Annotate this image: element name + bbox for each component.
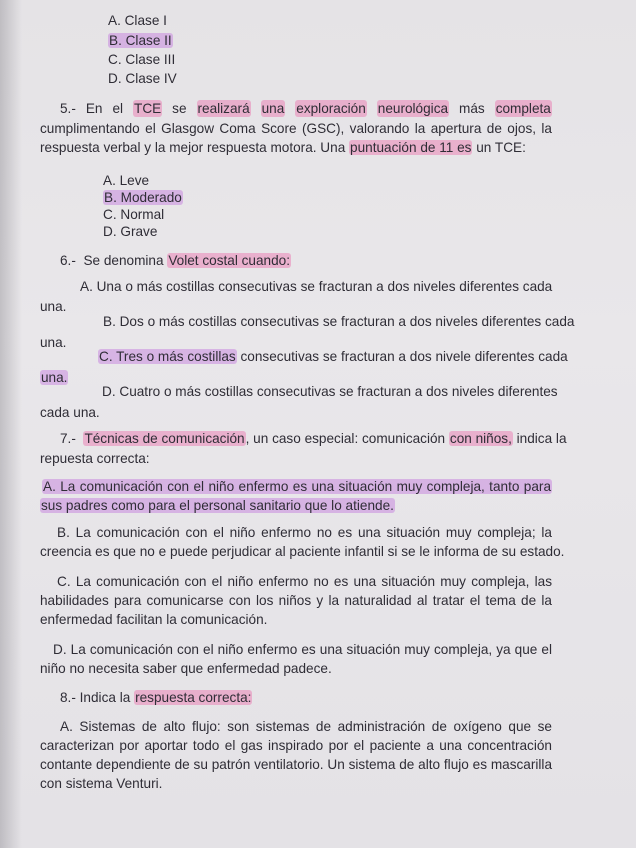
q7-option-c-cont1: habilidades para comunicarse con los niños y la naturalidad al tratar el tema de la xyxy=(40,593,552,608)
q6-option-c-rest: consecutivas se fracturan a dos nivele diferentes cada xyxy=(236,349,568,364)
q7-highlight-ninos: con niños, xyxy=(449,431,512,446)
q7-option-a-cont-highlight: sus padres como para el personal sanitario que lo atiende. xyxy=(41,498,394,513)
q7-highlight-tecnicas: Técnicas de comunicación xyxy=(84,431,245,446)
q6-option-c-highlight: C. Tres o más costillas xyxy=(99,349,236,364)
q6-highlight: Volet costal cuando: xyxy=(168,253,291,268)
q7-option-d-cont: niño no necesita saber que enfermedad padece. xyxy=(40,661,332,676)
q4-option-d: D. Clase IV xyxy=(108,71,177,86)
q8-option-a-cont2: contante dependiente de su patrón ventilatorio. Un sistema de alto flujo es mascarilla xyxy=(40,757,552,772)
q6-number: 6.- xyxy=(60,253,76,268)
q6-option-d: D. Cuatro o más costillas consecutivas se fracturan a dos niveles diferentes xyxy=(102,384,558,399)
q7-mid: , un caso especial: comunicación xyxy=(245,431,449,446)
q6-option-d-cont: cada una. xyxy=(40,405,100,420)
q6-option-c-cont-highlight: una. xyxy=(41,370,68,385)
q6-option-a: A. Una o más costillas consecutivas se fracturan a dos niveles diferentes cada xyxy=(80,279,553,294)
q6-option-c xyxy=(98,348,568,365)
q8-prefix: Indica la xyxy=(79,690,135,705)
q7-heading-cont: repuesta correcta: xyxy=(40,451,150,466)
q5-line-2: cumplimentando el Glasgow Coma Score (GSC), valorando la apertura de ojos, la xyxy=(40,121,552,136)
q5-line-1 xyxy=(60,100,552,117)
q5-highlight-una: una xyxy=(261,101,285,116)
q5-option-a: A. Leve xyxy=(103,173,150,188)
q6-option-b: B. Dos o más costillas consecutivas se fracturan a dos niveles diferentes cada xyxy=(103,314,575,329)
q5-highlight-puntuacion: puntuación de 11 es xyxy=(350,140,472,155)
page-shadow xyxy=(0,0,22,848)
q5-word: el xyxy=(112,101,124,116)
q5-line-3 xyxy=(40,139,552,156)
q7-heading xyxy=(60,430,567,447)
q5-option-d: D. Grave xyxy=(103,224,158,239)
q7-number: 7.- xyxy=(60,431,76,446)
q4-option-a: A. Clase I xyxy=(108,13,167,28)
q8-option-a: A. Sistemas de alto flujo: son sistemas de administración de oxígeno que se xyxy=(60,719,552,734)
q7-option-c-cont2: enfermedad facilitan la comunicación. xyxy=(40,612,268,627)
q6-prefix: Se denomina xyxy=(83,253,168,268)
q5-number: 5.- xyxy=(60,101,76,116)
q7-option-c: C. La comunicación con el niño enfermo no es una situación muy compleja, las xyxy=(57,574,552,589)
q8-highlight: respuesta correcta: xyxy=(135,690,252,705)
q5-highlight-exploracion: exploración xyxy=(296,101,366,116)
q7-option-a-cont xyxy=(40,497,395,514)
q5-option-b-text: B. Moderado xyxy=(104,190,182,205)
q8-heading xyxy=(60,689,252,706)
q7-post: indica la xyxy=(512,431,567,446)
q5-word: más xyxy=(459,101,485,116)
q7-option-b: B. La comunicación con el niño enfermo no es una situación muy compleja; la xyxy=(57,525,552,540)
q4-option-b-text: B. Clase II xyxy=(109,33,172,48)
q5-option-b xyxy=(103,189,183,206)
q5-highlight-neurologica: neurológica xyxy=(377,101,449,116)
q5-highlight-completa: completa xyxy=(495,101,551,116)
q6-option-a-cont: una. xyxy=(40,299,67,314)
q5-word: En xyxy=(85,101,103,116)
q7-option-a xyxy=(42,478,552,495)
q5-word: se xyxy=(172,101,187,116)
q5-highlight-realizara: realizará xyxy=(197,101,250,116)
q5-line3-post: un TCE: xyxy=(472,140,526,155)
q4-option-b xyxy=(108,32,173,49)
q7-option-b-cont: creencia es que no e puede perjudicar al paciente infantil si se le informa de su estado. xyxy=(40,544,565,559)
q5-line3-pre: respuesta verbal y la mejor respuesta motora. Una xyxy=(40,140,350,155)
q5-highlight-tce: TCE xyxy=(134,101,162,116)
q8-number: 8.- xyxy=(60,690,76,705)
q6-heading xyxy=(60,252,291,269)
q6-option-b-cont: una. xyxy=(40,335,67,350)
q7-option-a-highlight: A. La comunicación con el niño enfermo es una situación muy compleja, tanto para xyxy=(43,479,551,494)
q8-option-a-cont1: caracterizan por aportar todo el gas inspirado por el paciente a una concentración xyxy=(40,738,552,753)
q7-option-d: D. La comunicación con el niño enfermo es una situación muy compleja, ya que el xyxy=(53,642,552,657)
q8-option-a-cont3: con sistema Venturi. xyxy=(40,776,163,791)
q6-option-c-cont xyxy=(40,369,68,386)
q4-option-c: C. Clase III xyxy=(108,52,176,67)
q5-option-c: C. Normal xyxy=(103,207,165,222)
